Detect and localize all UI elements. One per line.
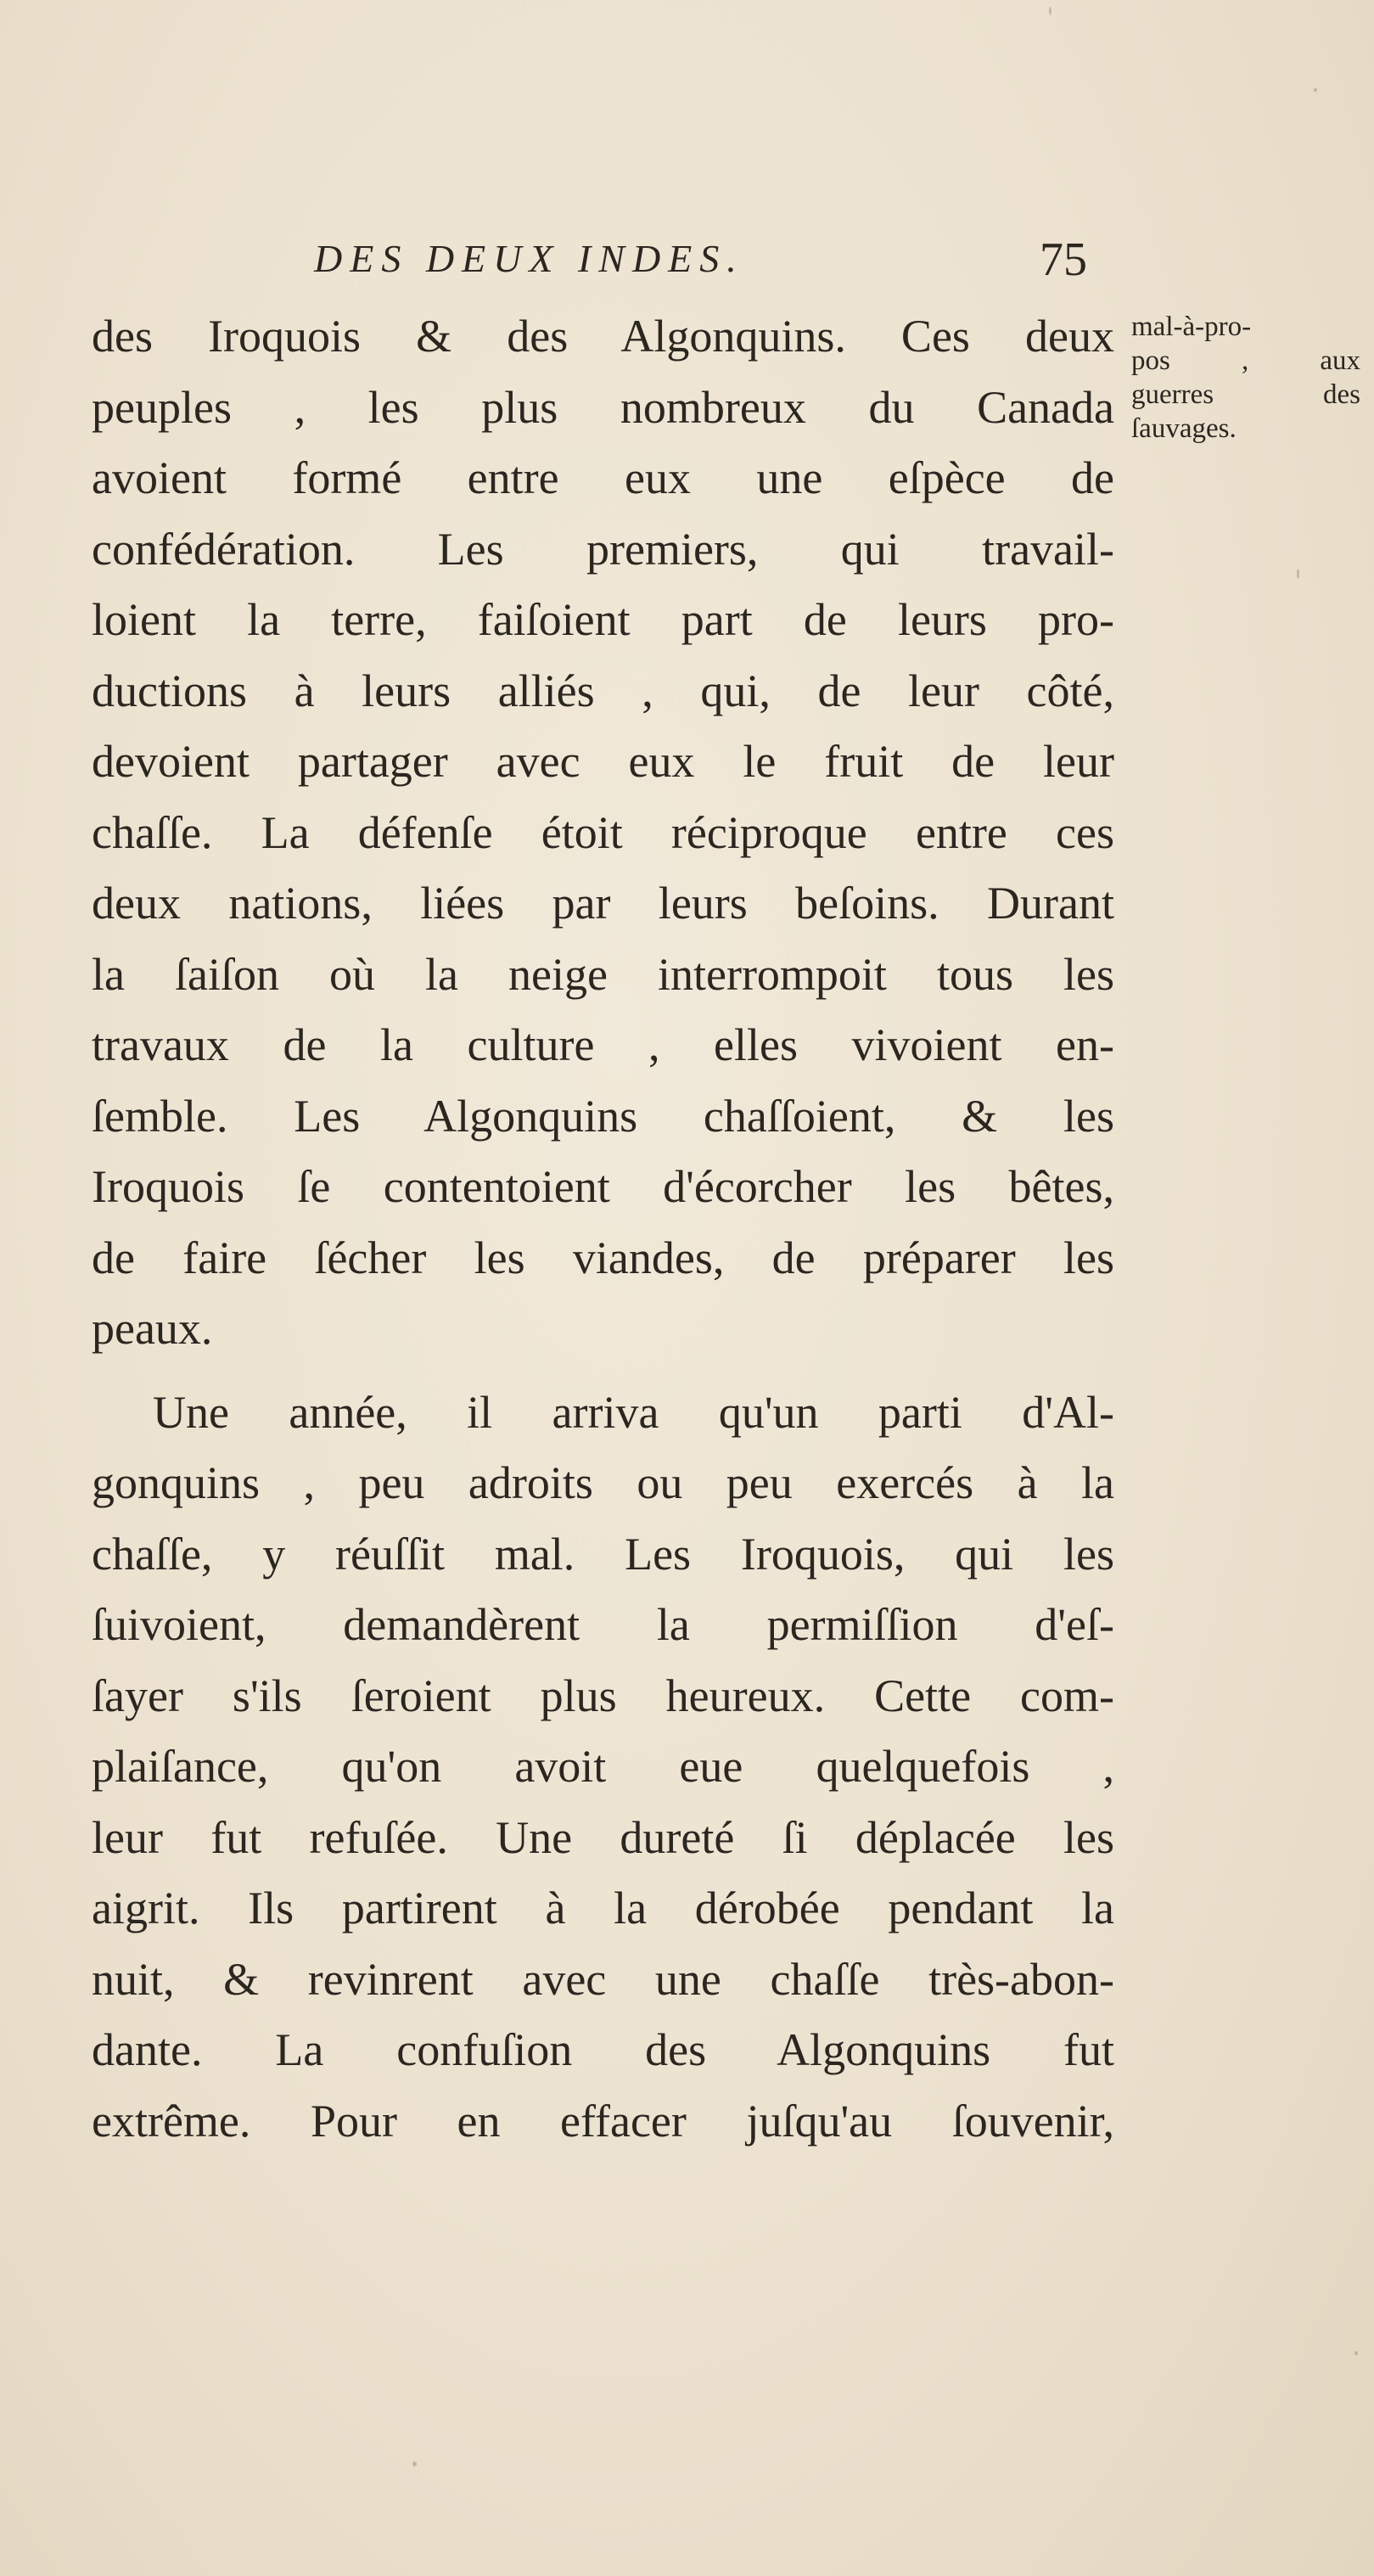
text-line: extrême. Pour en effacer juſqu'au ſouvenir, [92, 2095, 1114, 2147]
text-line: ſuivoient, demandèrent la permiſſion d'eſ- [92, 1599, 1114, 1650]
paragraph-2 [92, 1378, 1114, 2158]
text-line: gonquins , peu adroits ou peu exercés à la [92, 1457, 1114, 1508]
paragraph-gap [92, 1365, 1114, 1378]
text-line: plaiſance, qu'on avoit eue quelquefois , [92, 1741, 1114, 1792]
page-header [314, 233, 1087, 295]
paper-speck [1354, 2351, 1358, 2355]
marginal-line: pos , aux [1131, 345, 1360, 376]
body-text [92, 301, 1114, 2157]
text-line: leur fut refuſée. Une dureté ſi déplacée les [92, 1811, 1114, 1863]
marginal-line: ſauvages. [1131, 413, 1237, 444]
text-line: travaux de la culture , elles vivoient en- [92, 1019, 1114, 1070]
text-line: ductions à leurs alliés , qui, de leur côté, [92, 665, 1114, 716]
text-line: peaux. [92, 1303, 213, 1354]
text-line: confédération. Les premiers, qui travail- [92, 523, 1114, 575]
text-line: devoient partager avec eux le fruit de leur [92, 736, 1114, 787]
text-line: loient la terre, faiſoient part de leurs pro- [92, 594, 1114, 645]
text-line: aigrit. Ils partirent à la dérobée pendant la [92, 1883, 1114, 1933]
text-line: de faire ſécher les viandes, de préparer les [92, 1232, 1114, 1283]
paper-speck [1297, 569, 1299, 579]
text-line: nuit, & revinrent avec une chaſſe très-abon- [92, 1953, 1114, 2005]
text-line: Une année, il arriva qu'un parti d'Al- [153, 1386, 1114, 1438]
paper-speck [1314, 88, 1317, 92]
text-line: Iroquois ſe contentoient d'écorcher les bêtes, [92, 1161, 1114, 1212]
text-line: deux nations, liées par leurs beſoins. Durant [92, 878, 1114, 929]
text-line: la ſaiſon où la neige interrompoit tous les [92, 948, 1114, 1000]
marginal-note [1131, 310, 1360, 446]
marginal-line: mal-à-pro- [1131, 311, 1252, 342]
paper-speck [412, 2461, 417, 2467]
text-line: avoient formé entre eux une eſpèce de [92, 452, 1114, 503]
text-line: dante. La confuſion des Algonquins fut [92, 2024, 1114, 2075]
page-number: 75 [1040, 233, 1087, 286]
paragraph-1 [92, 301, 1114, 1365]
text-line: chaſſe, y réuſſit mal. Les Iroquois, qui les [92, 1528, 1114, 1580]
text-line: chaſſe. La défenſe étoit réciproque entre ces [92, 806, 1114, 858]
text-line: peuples , les plus nombreux du Canada [92, 381, 1114, 433]
paper-speck [1049, 7, 1052, 15]
marginal-line: guerres des [1131, 379, 1360, 410]
text-line: des Iroquois & des Algonquins. Ces deux [92, 311, 1114, 362]
text-line: ſayer s'ils ſeroient plus heureux. Cette com- [92, 1670, 1114, 1721]
text-line: ſemble. Les Algonquins chaſſoient, & les [92, 1090, 1114, 1142]
running-title: DES DEUX INDES. [314, 237, 744, 280]
